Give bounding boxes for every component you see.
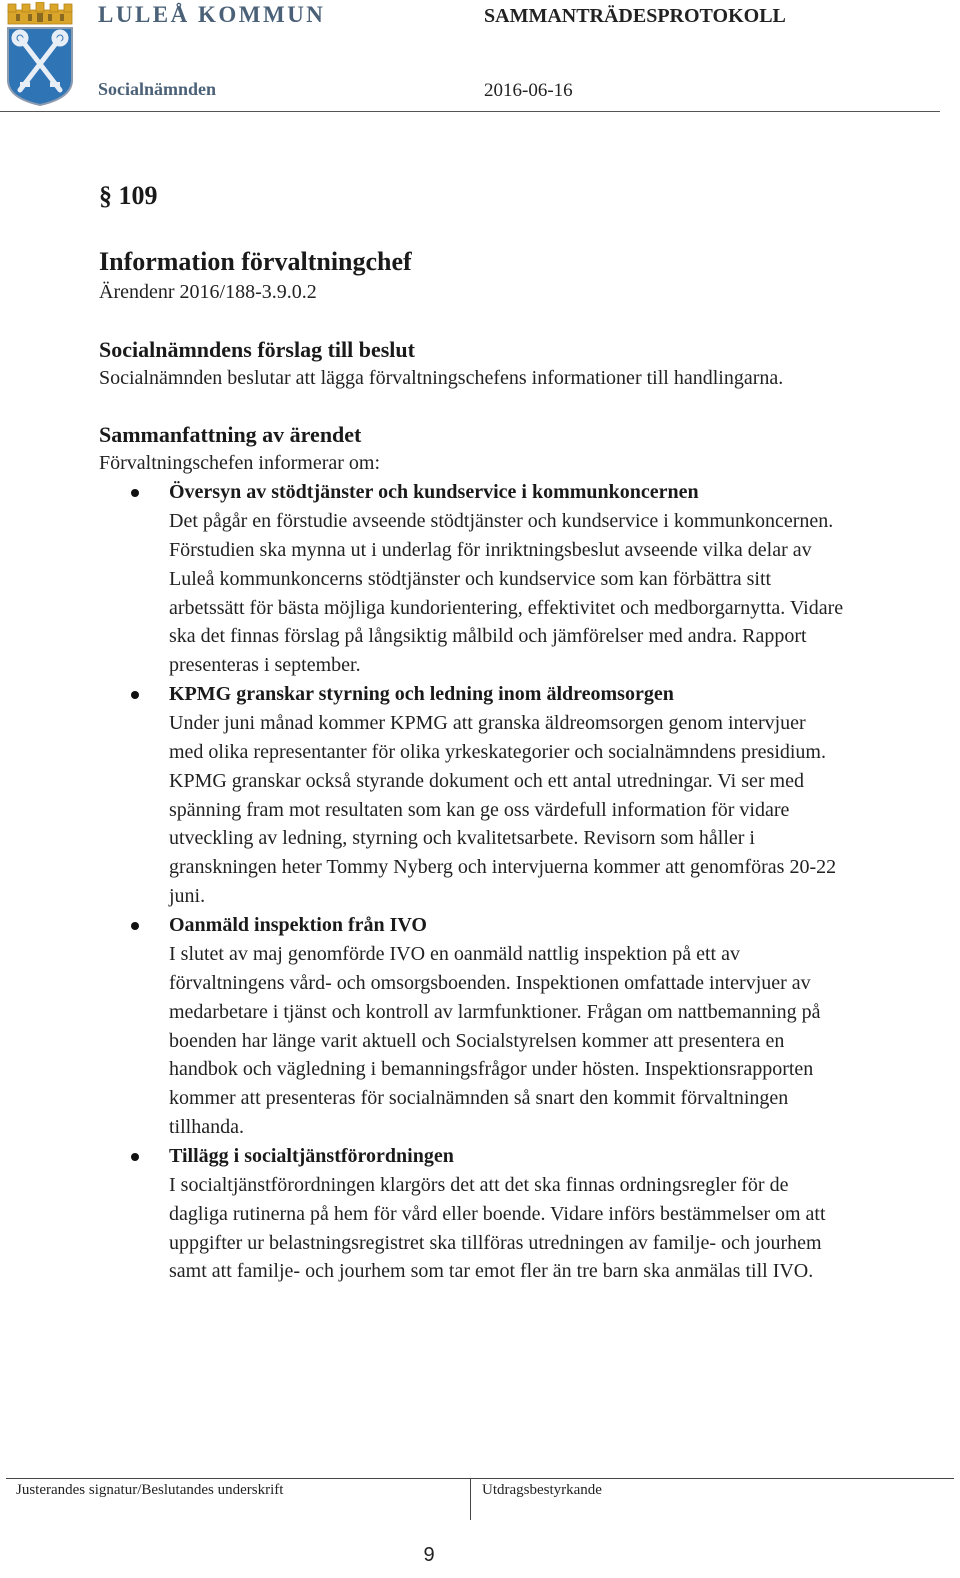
- meeting-date: 2016-06-16: [484, 80, 573, 101]
- list-item: [99, 911, 844, 1142]
- municipality-name: LULEÅ KOMMUN: [98, 2, 326, 27]
- list-item: [99, 680, 844, 911]
- summary-list: [99, 478, 844, 1286]
- signature-label: Justerandes signatur/Beslutandes underskrift: [16, 1482, 284, 1498]
- extract-certification-label: Utdragsbestyrkande: [482, 1482, 602, 1498]
- list-item-body: Det pågår en förstudie avseende stödtjänster och kundservice i kommunkoncernen. Förstudien ska mynna ut i underlag för inriktningsbeslut avseende vilka delar av Luleå kommunkoncerns stödtjänster och kundservice som kan förbättra sitt arbetssätt för bästa möjliga kundorientering, effektivitet och medborgarnytta. Vidare ska det finnas förslag på långsiktig målbild och jämförelser med andra. Rapport presenteras i september.: [169, 510, 844, 677]
- document-body: [99, 178, 844, 1286]
- summary-intro: Förvaltningschefen informerar om:: [99, 452, 381, 474]
- bullet-icon: [131, 1153, 139, 1161]
- board-name: Socialnämnden: [98, 79, 217, 99]
- proposal-heading: Socialnämndens förslag till beslut: [99, 337, 415, 362]
- list-item-title: Översyn av stödtjänster och kundservice i kommunkoncernen: [169, 481, 699, 503]
- bullet-icon: [131, 922, 139, 930]
- list-item-body: Under juni månad kommer KPMG att granska äldreomsorgen genom intervjuer med olika representanter för olika yrkeskategorier och socialnämndens presidium. KPMG granskar också styrande dokument och ett antal utredningar. Vi ser med spänning fram mot resultaten som kan ge oss värdefull information för vidare utveckling av ledning, styrning och kvalitetsarbete. Revisorn som håller i granskningen heter Tommy Nyberg och intervjuerna kommer att genomföras 20-22 juni.: [169, 712, 837, 908]
- case-number: Ärendenr 2016/188-3.9.0.2: [99, 281, 317, 303]
- section-title: Information förvaltningchef: [99, 247, 412, 276]
- list-item-body: I socialtjänstförordningen klargörs det att det ska finnas ordningsregler för de dagliga rutinerna på hem för vård eller boende. Vidare införs bestämmelser om att uppgifter ur belastningsregistret ska tillföras utredningen av familje- och jourhem samt att familje- och jourhem som tar emot fler än tre barn ska anmälas till IVO.: [169, 1173, 826, 1283]
- page-number: 9: [423, 1544, 435, 1566]
- bullet-icon: [131, 691, 139, 699]
- document-type: SAMMANTRÄDESPROTOKOLL: [484, 5, 786, 27]
- list-item-title: KPMG granskar styrning och ledning inom äldreomsorgen: [169, 683, 674, 706]
- list-item: [99, 478, 844, 680]
- luleå-coat-of-arms-logo: [4, 2, 76, 106]
- header-divider: [0, 111, 940, 112]
- bullet-icon: [131, 489, 139, 497]
- summary-heading: Sammanfattning av ärendet: [99, 422, 362, 447]
- paragraph-number: § 109: [99, 181, 158, 210]
- proposal-text: Socialnämnden beslutar att lägga förvaltningschefens informationer till handlingarna.: [99, 367, 784, 389]
- list-item: [99, 1142, 844, 1286]
- list-item-title: Oanmäld inspektion från IVO: [169, 913, 427, 936]
- list-item-body: I slutet av maj genomförde IVO en oanmäld nattlig inspektion på ett av förvaltningens vård- och omsorgsboenden. Inspektionen omfattade intervjuer av medarbetare i tjänst och kontroll av larmfunktioner. Frågan om nattbemanning på boenden har länge varit aktuell och Socialstyrelsen kommer att presentera en handbok och vägledning i bemanningsfrågor under hösten. Inspektionsrapporten kommer att presenteras för socialnämnden så snart den kommit förvaltningen tillhanda.: [169, 942, 821, 1139]
- list-item-title: Tillägg i socialtjänstförordningen: [169, 1144, 454, 1167]
- footer-column-divider: [470, 1478, 471, 1520]
- footer-divider: [6, 1478, 954, 1479]
